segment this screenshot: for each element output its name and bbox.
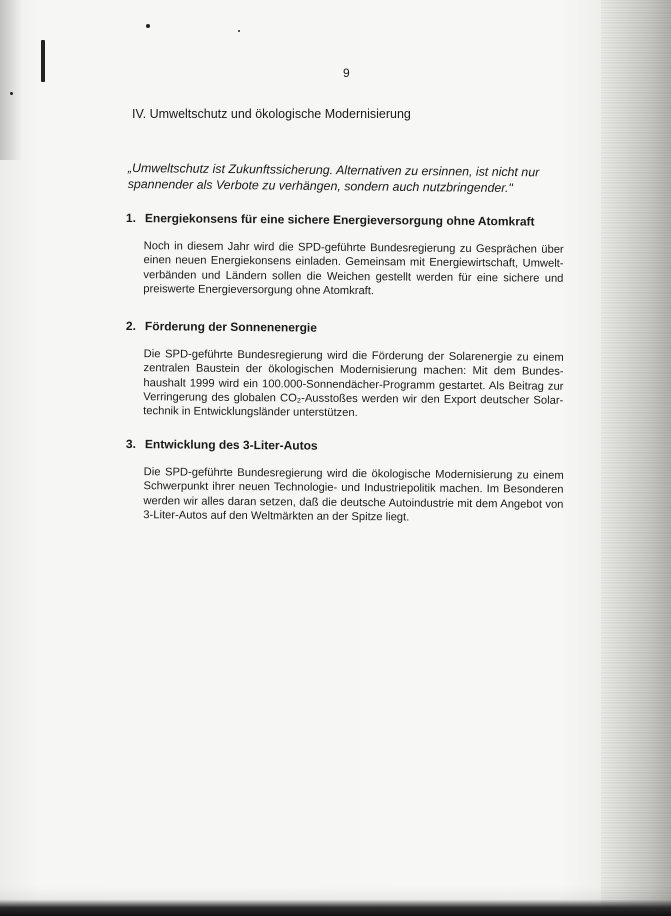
scan-shadow-bottom xyxy=(0,886,671,916)
item-body: Die SPD-geführte Bundesregierung wird die ökologische Modernisierung zu einem Schwerpunkt ihrer neuen Technologie- und Industriepolitik machen. Im Besonderen werden wir alles daran setzen, daß die deutsche Autoindustrie mit dem Angebot von 3-Liter-Autos auf den Weltmärkten an der Spitze liegt. xyxy=(143,466,564,524)
page-number: 9 xyxy=(343,66,350,80)
scan-speck xyxy=(238,30,240,32)
item-heading xyxy=(126,211,564,230)
item-heading xyxy=(126,319,564,338)
list-item-sonnenenergie xyxy=(125,319,564,422)
item-number: 1. xyxy=(125,211,137,226)
scan-speck xyxy=(146,24,150,28)
item-heading-text: Entwicklung des 3-Liter-Autos xyxy=(144,437,318,453)
list-item-3-liter-auto xyxy=(125,437,564,526)
item-body: Noch in diesem Jahr wird die SPD-geführte Bundesregierung zu Gesprächen über einen neuen Energiekonsens einladen. Gemeinsam mit Energiewirtschaft, Umwelt-verbänden und Ländern sollen die Weichen gestellt werden für eine sichere und preiswerte Energieversorgung ohne Atomkraft. xyxy=(143,240,564,298)
item-number: 3. xyxy=(125,437,137,452)
scan-speck xyxy=(10,92,13,95)
item-heading-text: Förderung der Sonnenenergie xyxy=(144,319,318,335)
item-heading xyxy=(126,437,564,456)
list-item-energiekonsens xyxy=(125,211,564,300)
section-quote: „Umweltschutz ist Zukunftssicherung. Alternativen zu ersinnen, ist nicht nur spannender als Verbote zu verhängen, sondern auch nutzbringender." xyxy=(127,160,540,196)
scan-noise-right xyxy=(601,0,671,916)
item-body: Die SPD-geführte Bundesregierung wird die Förderung der Solarenergie zu einem zentralen Baustein der ökologischen Modernisierung machen: Mit dem Bundes-haushalt 1999 wird ein 100.000-Sonnendächer-Programm gestartet. Als Beitrag zur Verringerung des globalen CO₂-Ausstoßes werden wir den Export deutscher Solar-technik in Entwicklungsländer unterstützen. xyxy=(143,348,564,420)
item-number: 2. xyxy=(125,319,137,334)
item-heading-text: Energiekonsens für eine sichere Energieversorgung ohne Atomkraft xyxy=(144,211,535,229)
staple-mark xyxy=(41,40,45,82)
scan-shadow-left xyxy=(0,0,22,160)
section-title: IV. Umweltschutz und ökologische Modernisierung xyxy=(132,107,411,121)
